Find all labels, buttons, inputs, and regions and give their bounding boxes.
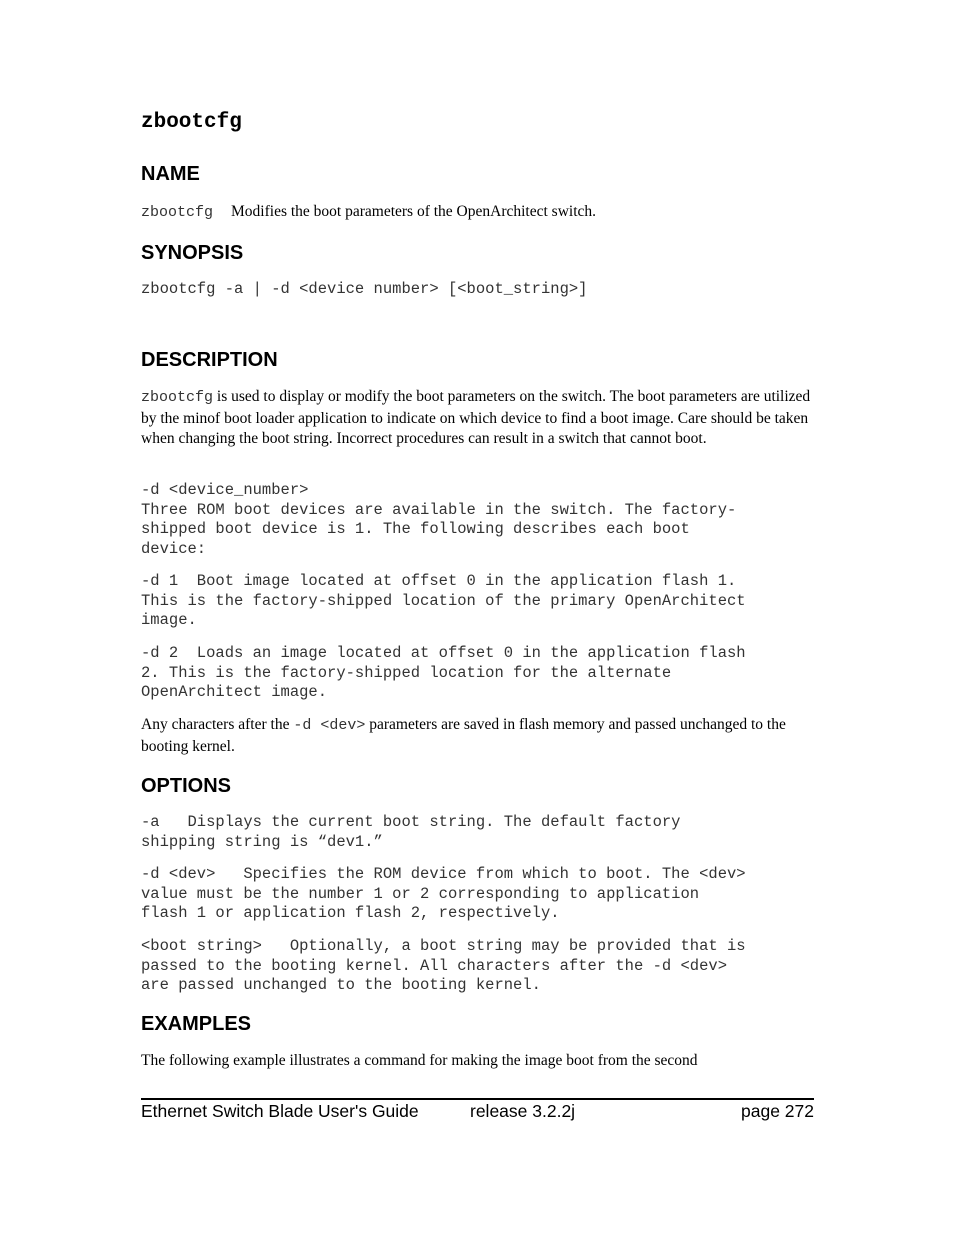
code-line: Three ROM boot devices are available in the switch. The factory- xyxy=(141,500,737,519)
footer-release: release 3.2.2j xyxy=(470,1101,576,1121)
code-line: flash 1 or application flash 2, respectively. xyxy=(141,904,560,922)
footer-guide-title: Ethernet Switch Blade User's Guide xyxy=(141,1101,419,1121)
code-line: 2. This is the factory-shipped location for the alternate xyxy=(141,663,672,682)
code-line: value must be the number 1 or 2 corresponding to application xyxy=(141,884,700,903)
examples-paragraph: The following example illustrates a command for making the image boot from the second xyxy=(141,1052,698,1069)
footer-page-number: page 272 xyxy=(741,1101,814,1121)
option-boot-string-block xyxy=(141,937,746,996)
code-line: -d 1 Boot image located at offset 0 in the application flash 1. xyxy=(141,572,737,590)
name-line xyxy=(141,202,821,224)
code-line: -d <dev> Specifies the ROM device from which to boot. The <dev> xyxy=(141,865,746,883)
code-line: are passed unchanged to the booting kernel. xyxy=(141,976,541,994)
footer-divider xyxy=(141,1098,814,1100)
code-line: -a Displays the current boot string. The default factory xyxy=(141,813,681,831)
name-command: zbootcfg xyxy=(141,204,214,221)
code-line: <boot string> Optionally, a boot string may be provided that is xyxy=(141,937,746,955)
description-command: zbootcfg xyxy=(141,389,214,406)
code-line: shipped boot device is 1. The following describes each boot xyxy=(141,520,690,538)
option-d-block xyxy=(141,865,746,924)
code-line: device: xyxy=(141,539,207,558)
after-params-code: -d <dev> xyxy=(293,717,366,734)
code-line: OpenArchitect image. xyxy=(141,683,328,701)
after-params-paragraph xyxy=(141,715,821,757)
code-line: shipping string is “dev1.” xyxy=(141,832,383,851)
code-line: image. xyxy=(141,611,197,629)
code-line: -d 2 Loads an image located at offset 0 in the application flash xyxy=(141,644,746,662)
examples-heading: EXAMPLES xyxy=(141,1013,252,1035)
code-line: -d <device_number> xyxy=(141,481,309,499)
description-text: is used to display or modify the boot parameters on the switch. The boot parameters are utilized by the minof boot loader application to indicate on which device to find a boot image. Care should be taken when changing the boot string. Incorrect procedures can result in a switch that cannot boot. xyxy=(141,388,811,447)
device-2-block xyxy=(141,644,746,703)
code-line: passed to the booting kernel. All characters after the -d <dev> xyxy=(141,956,727,975)
option-a-block xyxy=(141,813,681,852)
name-heading: NAME xyxy=(141,163,200,185)
description-heading: DESCRIPTION xyxy=(141,349,278,371)
device-number-block xyxy=(141,481,736,559)
options-heading: OPTIONS xyxy=(141,775,232,797)
device-1-block xyxy=(141,572,746,631)
synopsis-heading: SYNOPSIS xyxy=(141,242,244,264)
page-title: zbootcfg xyxy=(141,111,242,134)
description-paragraph xyxy=(141,387,821,450)
after-params-text-end: parameters are saved in flash memory and passed unchanged to the booting kernel. xyxy=(141,716,786,755)
code-line: This is the factory-shipped location of the primary OpenArchitect xyxy=(141,591,746,610)
synopsis-line: zbootcfg -a | -d <device number> [<boot_string>] xyxy=(141,280,588,298)
name-description: Modifies the boot parameters of the OpenArchitect switch. xyxy=(231,203,597,220)
after-params-text-start: Any characters after the xyxy=(141,716,294,733)
